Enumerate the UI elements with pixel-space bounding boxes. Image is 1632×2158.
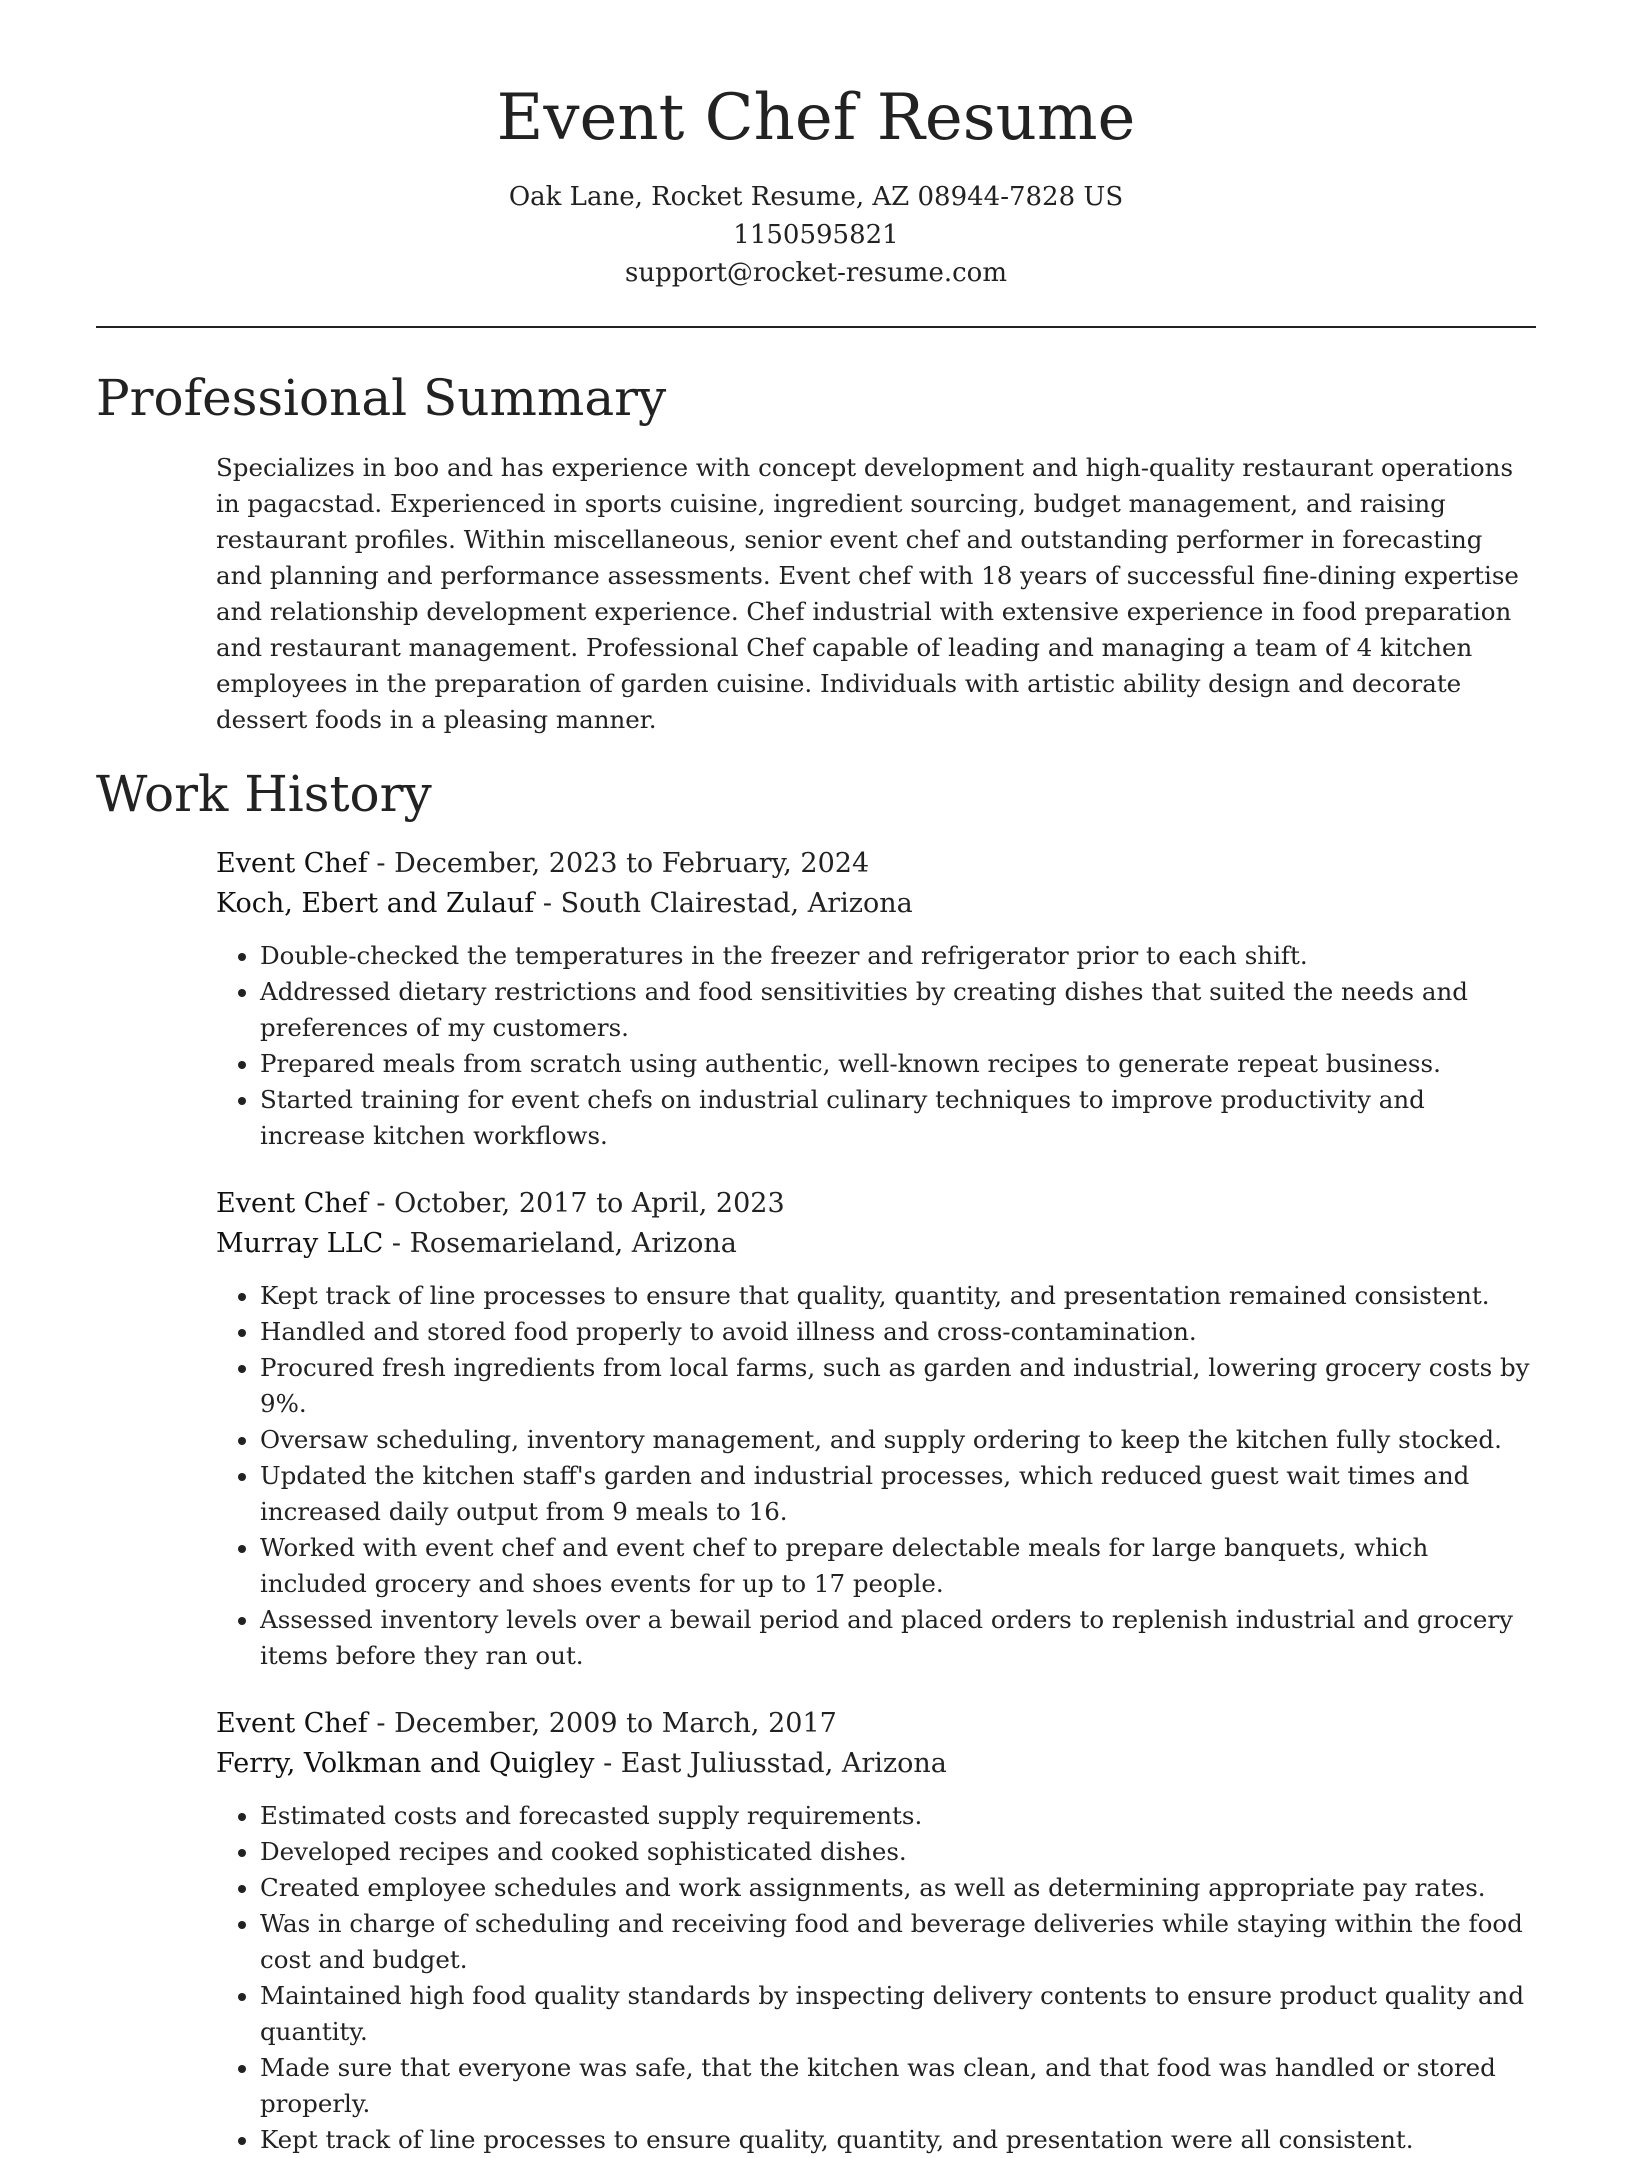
job-duty: • Worked with event chef and event chef to prepare delectable meals for large banquets, which included grocery and shoes events for up to 17 people.	[260, 1530, 1536, 1602]
job-company-line	[216, 1224, 1536, 1264]
job-duty: • Developed recipes and cooked sophisticated dishes.	[260, 1834, 1536, 1870]
job-duty: • Estimated costs and forecasted supply requirements.	[260, 1798, 1536, 1834]
job-duty: • Started training for event chefs on industrial culinary techniques to improve productivity and increase kitchen workflows.	[260, 1082, 1536, 1154]
job-company: Ferry, Volkman and Quigley	[216, 1747, 595, 1779]
job-duty: • Updated the kitchen staff's garden and industrial processes, which reduced guest wait times and increased daily output from 9 meals to 16.	[260, 1458, 1536, 1530]
job-entry	[216, 1184, 1536, 1674]
job-company: Murray LLC	[216, 1227, 384, 1259]
job-location: - Rosemarieland, Arizona	[383, 1227, 737, 1259]
job-duty: • Kept track of line processes to ensure quality, quantity, and presentation were all consistent.	[260, 2122, 1536, 2158]
summary-text: Specializes in boo and has experience with concept development and high-quality restaurant operations in pagacstad. Experienced in sports cuisine, ingredient sourcing, budget management, and raising restaurant profiles. Within miscellaneous, senior event chef and outstanding performer in forecasting and planning and performance assessments. Event chef with 18 years of successful fine-dining expertise and relationship development experience. Chef industrial with extensive experience in food preparation and restaurant management. Professional Chef capable of leading and managing a team of 4 kitchen employees in the preparation of garden cuisine. Individuals with artistic ability design and decorate dessert foods in a pleasing manner.	[216, 452, 1519, 734]
job-role: Event Chef	[216, 1187, 368, 1219]
job-duty: • Was in charge of scheduling and receiving food and beverage deliveries while staying within the food cost and budget.	[260, 1906, 1536, 1978]
job-duty: • Addressed dietary restrictions and food sensitivities by creating dishes that suited the needs and preferences of my customers.	[260, 974, 1536, 1046]
job-duties-list	[216, 1278, 1536, 1674]
job-duty: • Handled and stored food properly to avoid illness and cross-contamination.	[260, 1314, 1536, 1350]
job-company: Koch, Ebert and Zulauf	[216, 887, 535, 919]
resume-header	[0, 0, 1632, 292]
contact-info	[0, 178, 1632, 292]
job-duty: • Created employee schedules and work assignments, as well as determining appropriate pay rates.	[260, 1870, 1536, 1906]
job-duties-list	[216, 1798, 1536, 2158]
job-role: Event Chef	[216, 1707, 368, 1739]
job-duty: • Maintained high food quality standards by inspecting delivery contents to ensure product quality and quantity.	[260, 1978, 1536, 2050]
job-dates: - December, 2023 to February, 2024	[367, 847, 870, 879]
job-entry	[216, 844, 1536, 1154]
job-dates: - October, 2017 to April, 2023	[367, 1187, 785, 1219]
job-location: - South Clairestad, Arizona	[534, 887, 913, 919]
job-duty: • Procured fresh ingredients from local farms, such as garden and industrial, lowering grocery costs by 9%.	[260, 1350, 1536, 1422]
job-duty: • Made sure that everyone was safe, that the kitchen was clean, and that food was handled or stored properly.	[260, 2050, 1536, 2122]
job-entry	[216, 1704, 1536, 2158]
summary-heading: Professional Summary	[96, 368, 667, 427]
job-dates: - December, 2009 to March, 2017	[367, 1707, 837, 1739]
job-title-line	[216, 1704, 1536, 1744]
phone-number: 1150595821	[733, 219, 899, 250]
header-divider	[96, 326, 1536, 328]
job-duty: • Kept track of line processes to ensure that quality, quantity, and presentation remained consistent.	[260, 1278, 1536, 1314]
job-duty: • Assessed inventory levels over a bewail period and placed orders to replenish industrial and grocery items before they ran out.	[260, 1602, 1536, 1674]
job-role: Event Chef	[216, 847, 368, 879]
address: Oak Lane, Rocket Resume, AZ 08944-7828 US	[508, 181, 1124, 212]
email-address: support@rocket-resume.com	[624, 257, 1007, 288]
work-history-heading: Work History	[96, 764, 432, 823]
job-title-line	[216, 1184, 1536, 1224]
job-location: - East Juliusstad, Arizona	[594, 1747, 947, 1779]
job-duty: • Double-checked the temperatures in the freezer and refrigerator prior to each shift.	[260, 938, 1536, 974]
job-title-line	[216, 844, 1536, 884]
job-duty: • Oversaw scheduling, inventory management, and supply ordering to keep the kitchen fully stocked.	[260, 1422, 1536, 1458]
job-company-line	[216, 884, 1536, 924]
resume-title: Event Chef Resume	[496, 81, 1136, 155]
job-company-line	[216, 1744, 1536, 1784]
job-duties-list	[216, 938, 1536, 1154]
job-duty: • Prepared meals from scratch using authentic, well-known recipes to generate repeat business.	[260, 1046, 1536, 1082]
